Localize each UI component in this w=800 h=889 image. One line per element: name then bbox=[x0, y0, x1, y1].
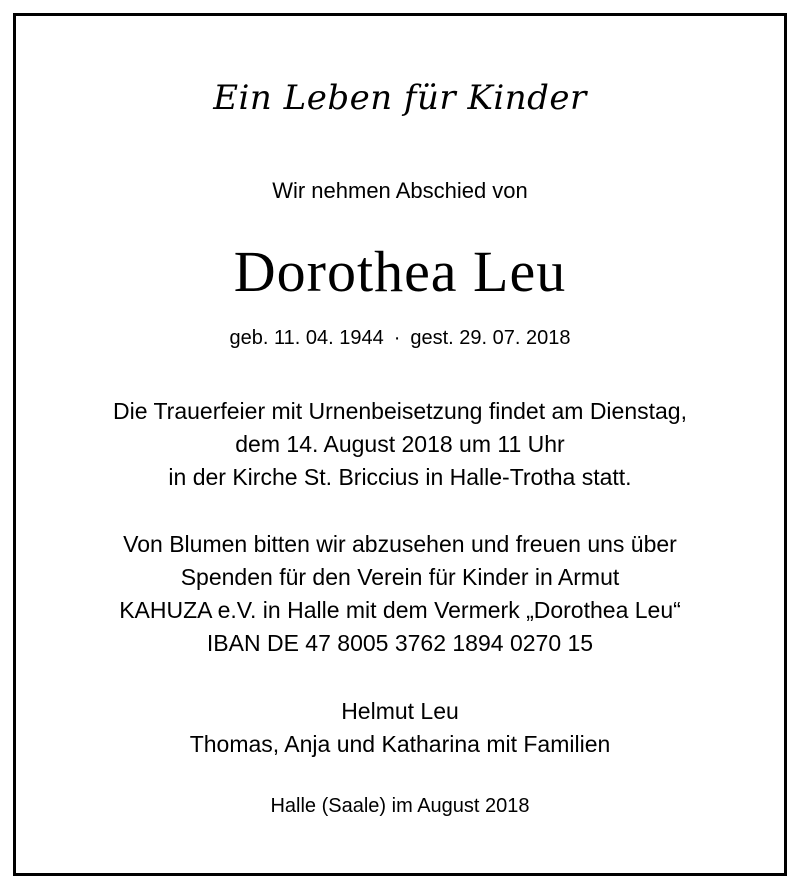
ceremony-paragraph bbox=[0, 395, 800, 494]
birth-date: geb. 11. 04. 1944 bbox=[229, 327, 384, 349]
donation-line: KAHUZA e.V. in Halle mit dem Vermerk „Dorothea Leu“ bbox=[119, 597, 681, 623]
donation-paragraph bbox=[0, 528, 800, 660]
iban-line: IBAN DE 47 8005 3762 1894 0270 15 bbox=[206, 630, 594, 656]
mourner-name: Thomas, Anja und Katharina mit Familien bbox=[189, 731, 611, 757]
mourner-name: Helmut Leu bbox=[341, 698, 459, 724]
life-dates bbox=[0, 327, 800, 350]
ceremony-line: dem 14. August 2018 um 11 Uhr bbox=[235, 431, 565, 457]
donation-line: Spenden für den Verein für Kinder in Armut bbox=[180, 564, 620, 590]
intro-text: Wir nehmen Abschied von bbox=[272, 178, 528, 203]
place-date: Halle (Saale) im August 2018 bbox=[270, 795, 530, 817]
notice-heading: Ein Leben für Kinder bbox=[213, 78, 587, 118]
ceremony-line: Die Trauerfeier mit Urnenbeisetzung findet am Dienstag, bbox=[112, 398, 687, 424]
date-separator: · bbox=[393, 327, 401, 349]
donation-line: Von Blumen bitten wir abzusehen und freuen uns über bbox=[123, 531, 677, 557]
mourners-list bbox=[0, 695, 800, 761]
ceremony-line: in der Kirche St. Briccius in Halle-Trotha statt. bbox=[168, 464, 632, 490]
death-date: gest. 29. 07. 2018 bbox=[410, 327, 571, 349]
deceased-name: Dorothea Leu bbox=[233, 239, 567, 304]
